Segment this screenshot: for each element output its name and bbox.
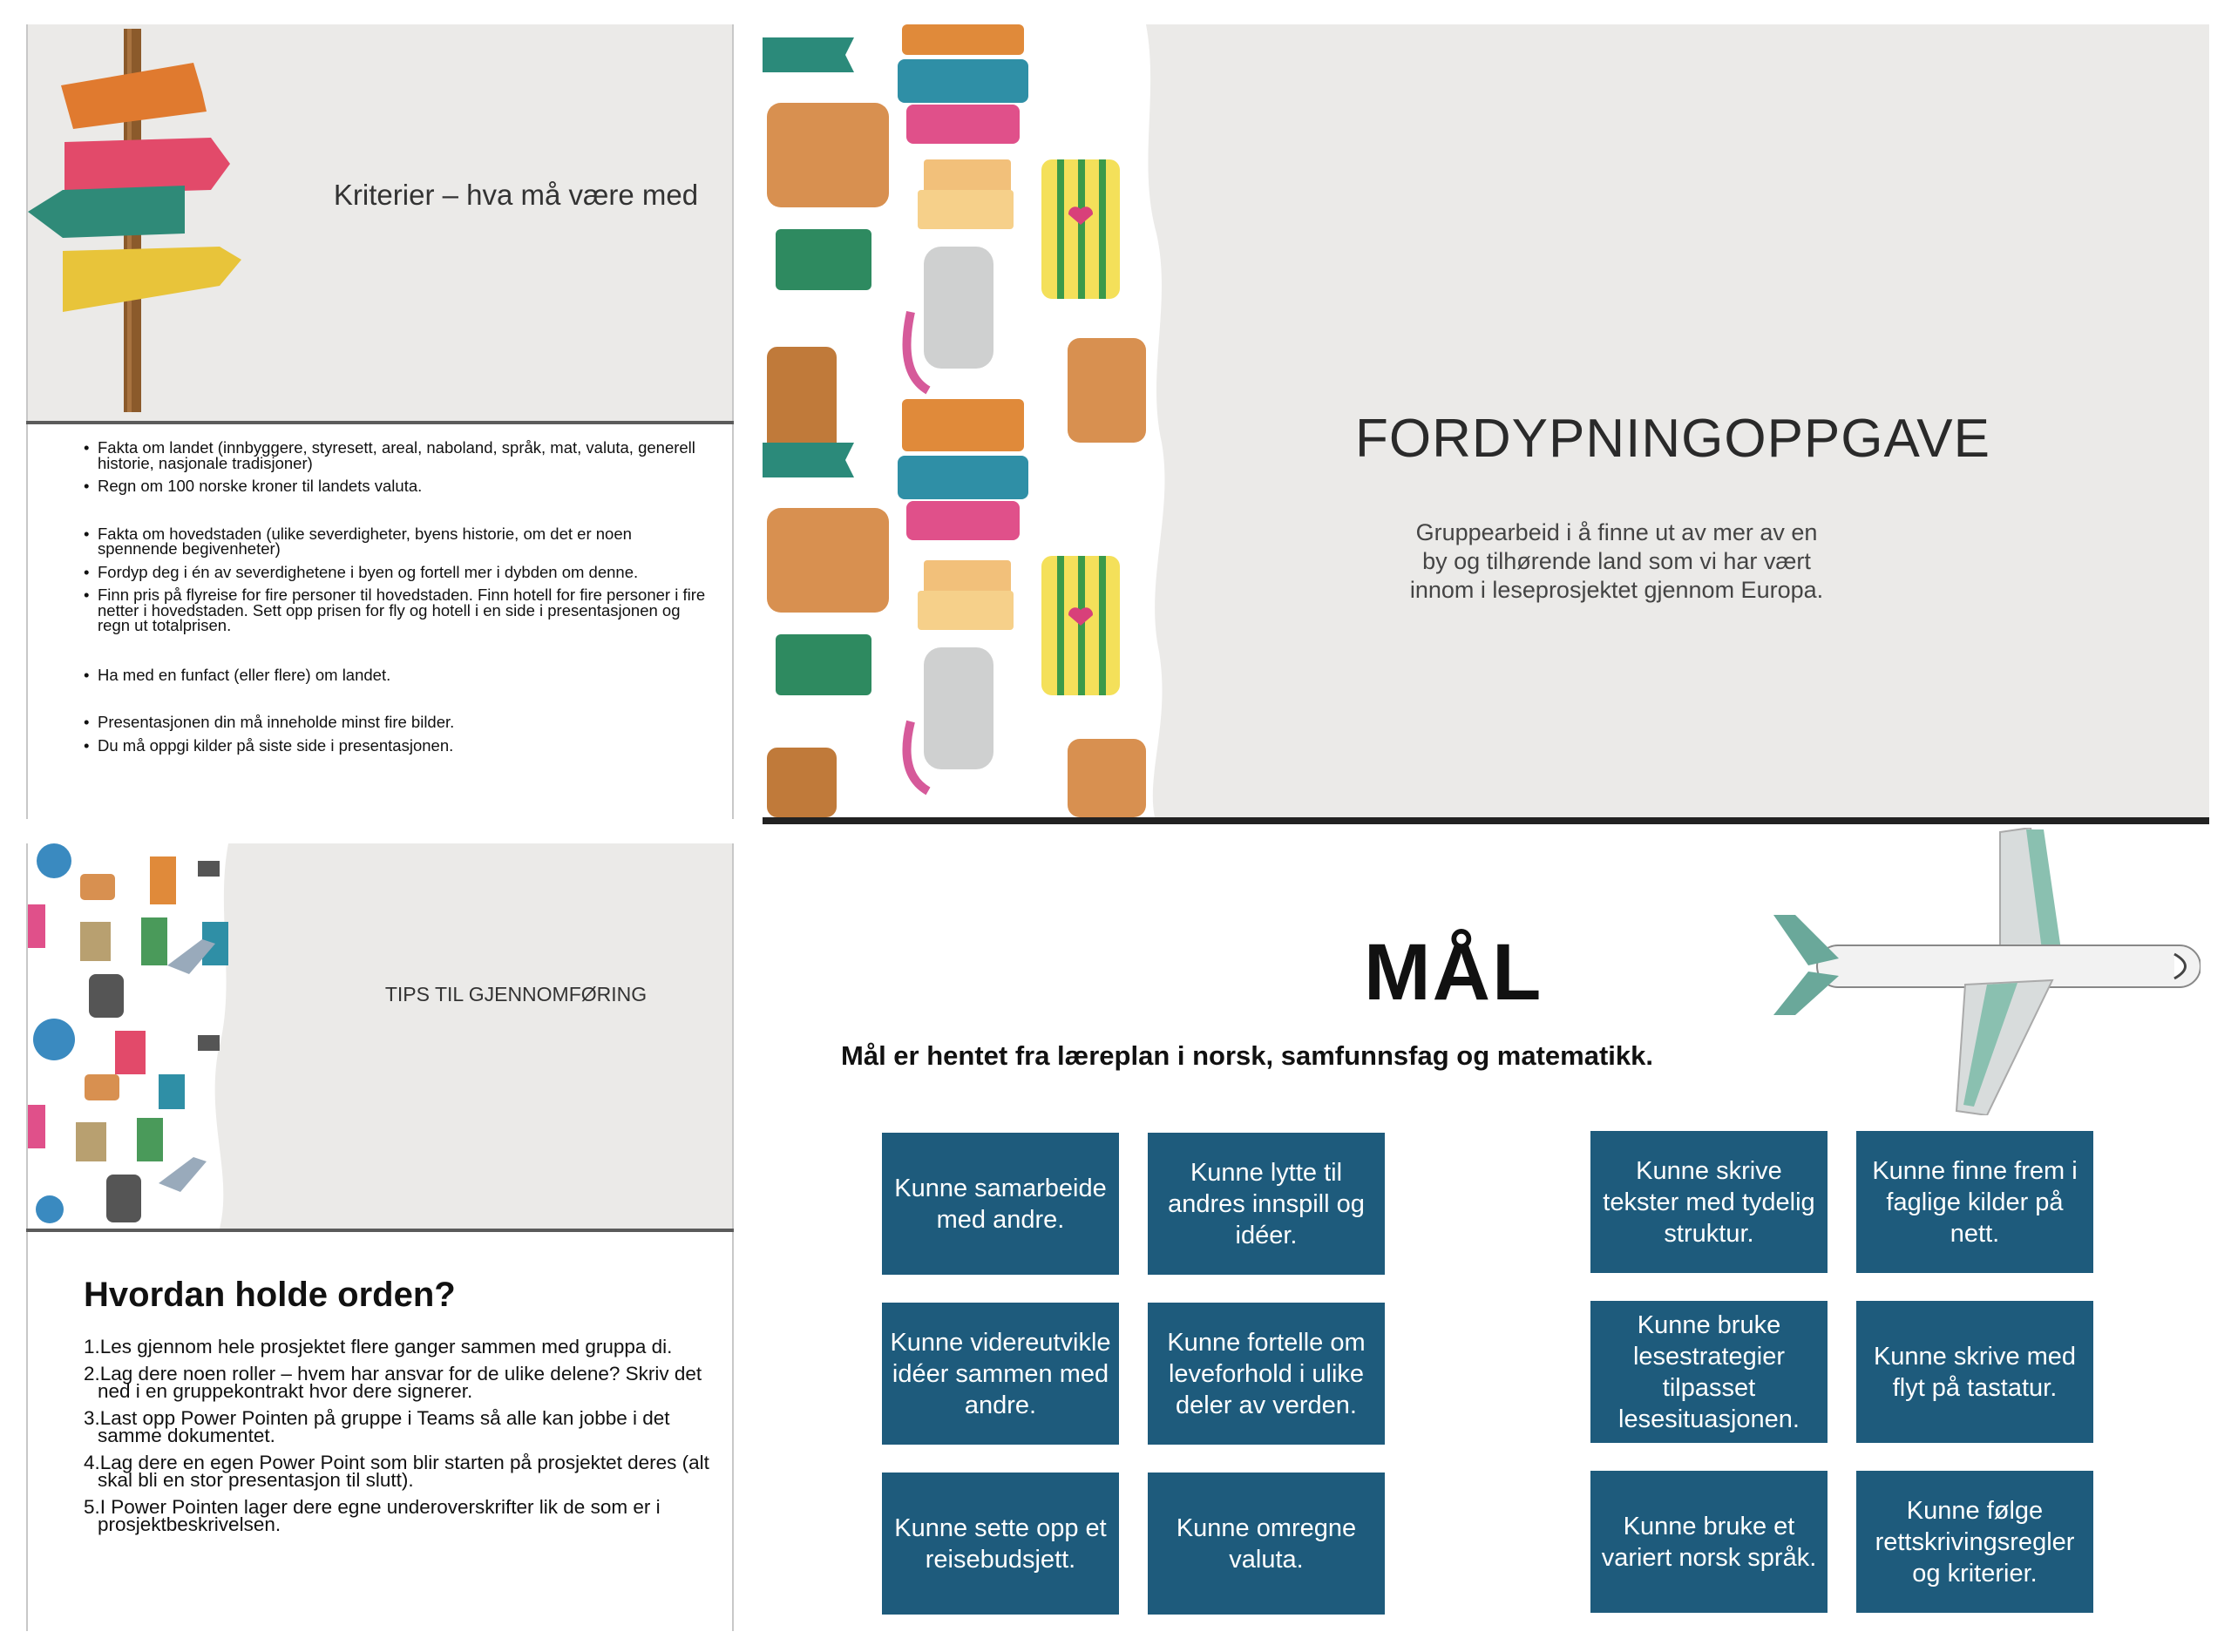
goal-box: Kunne bruke lesestrategier tilpasset lesesituasjonen. bbox=[1590, 1301, 1828, 1443]
criteria-list bbox=[84, 440, 711, 753]
criteria-item: • Fordyp deg i én av severdighetene i byen og fortell mer i dybden om denne. bbox=[84, 565, 711, 580]
orden-list bbox=[84, 1338, 711, 1543]
criteria-item: • Ha med en funfact (eller flere) om landet. bbox=[84, 667, 711, 683]
slide-fordypning-subtitle: Gruppearbeid i å finne ut av mer av en by og tilhørende land som vi har vært innom i leseprosjektet gjennom Europa. bbox=[1409, 519, 1824, 603]
slide-tips-title: TIPS TIL GJENNOMFØRING bbox=[384, 983, 648, 1005]
goal-box: Kunne sette opp et reisebudsjett. bbox=[882, 1473, 1119, 1615]
orden-item: 1.Les gjennom hele prosjektet flere ganger sammen med gruppa di. bbox=[84, 1336, 673, 1357]
criteria-item: • Presentasjonen din må inneholde minst fire bilder. bbox=[84, 714, 711, 730]
criteria-item: • Regn om 100 norske kroner til landets valuta. bbox=[84, 478, 711, 494]
goal-box: Kunne skrive tekster med tydelig struktur. bbox=[1590, 1131, 1828, 1273]
slide-maal-subtitle: Mål er hentet fra læreplan i norsk, samfunnsfag og matematikk. bbox=[841, 1040, 1653, 1071]
goal-box: Kunne skrive med flyt på tastatur. bbox=[1856, 1301, 2093, 1443]
goal-box: Kunne finne frem i faglige kilder på nett. bbox=[1856, 1131, 2093, 1273]
criteria-item: • Du må oppgi kilder på siste side i presentasjonen. bbox=[84, 738, 711, 754]
slide-fordypning bbox=[763, 24, 2209, 817]
signpost-icon bbox=[28, 24, 254, 421]
goal-box: Kunne videreutvikle idéer sammen med andre. bbox=[882, 1303, 1119, 1445]
slide-kriterier-title: Kriterier – hva må være med bbox=[333, 179, 699, 211]
orden-item: 4.Lag dere en egen Power Point som blir starten på prosjektet deres (alt skal bli en stor presentasjon til slutt). bbox=[84, 1452, 709, 1491]
slide-maal-title: MÅL bbox=[1364, 928, 1543, 1017]
slide-orden-title: Hvordan holde orden? bbox=[84, 1276, 456, 1314]
goal-box: Kunne fortelle om leveforhold i ulike deler av verden. bbox=[1148, 1303, 1385, 1445]
slide-tips-header bbox=[26, 843, 734, 1229]
criteria-item: • Finn pris på flyreise for fire personer til hovedstaden. Finn hotell for fire personer i fire netter i hovedstaden. Sett opp prisen for fly og hotell i en side i presentasjonen og regn ut totalprisen. bbox=[84, 587, 711, 633]
goal-box: Kunne samarbeide med andre. bbox=[882, 1133, 1119, 1275]
slide-orden bbox=[26, 1232, 734, 1631]
divider bbox=[763, 817, 2209, 824]
criteria-item: • Fakta om hovedstaden (ulike severdigheter, byens historie, om det er noen spennende begivenheter) bbox=[84, 526, 711, 557]
travel-pattern-image bbox=[28, 843, 237, 1229]
goal-box: Kunne lytte til andres innspill og idéer. bbox=[1148, 1133, 1385, 1275]
orden-item: 2.Lag dere noen roller – hvem har ansvar for de ulike delene? Skriv det ned i en gruppekontrakt hvor dere signerer. bbox=[84, 1363, 702, 1402]
orden-item: 3.Last opp Power Pointen på gruppe i Teams så alle kan jobbe i det samme dokumentet. bbox=[84, 1407, 670, 1446]
goal-box: Kunne omregne valuta. bbox=[1148, 1473, 1385, 1615]
airplane-icon bbox=[1765, 828, 2200, 1115]
slide-kriterier-header bbox=[26, 24, 734, 421]
slide-maal bbox=[763, 828, 2209, 1631]
criteria-item: • Fakta om landet (innbyggere, styresett, areal, naboland, språk, mat, valuta, generell historie, nasjonale tradisjoner) bbox=[84, 440, 711, 471]
slide-kriterier-body bbox=[26, 424, 734, 819]
goal-box: Kunne bruke et variert norsk språk. bbox=[1590, 1471, 1828, 1613]
orden-item: 5.I Power Pointen lager dere egne underoverskrifter lik de som er i prosjektbeskrivelsen. bbox=[84, 1496, 661, 1535]
luggage-pattern-image bbox=[763, 24, 1172, 817]
slide-fordypning-title: FORDYPNINGOPPGAVE bbox=[1355, 409, 1990, 469]
goal-box: Kunne følge rettskrivingsregler og kriterier. bbox=[1856, 1471, 2093, 1613]
